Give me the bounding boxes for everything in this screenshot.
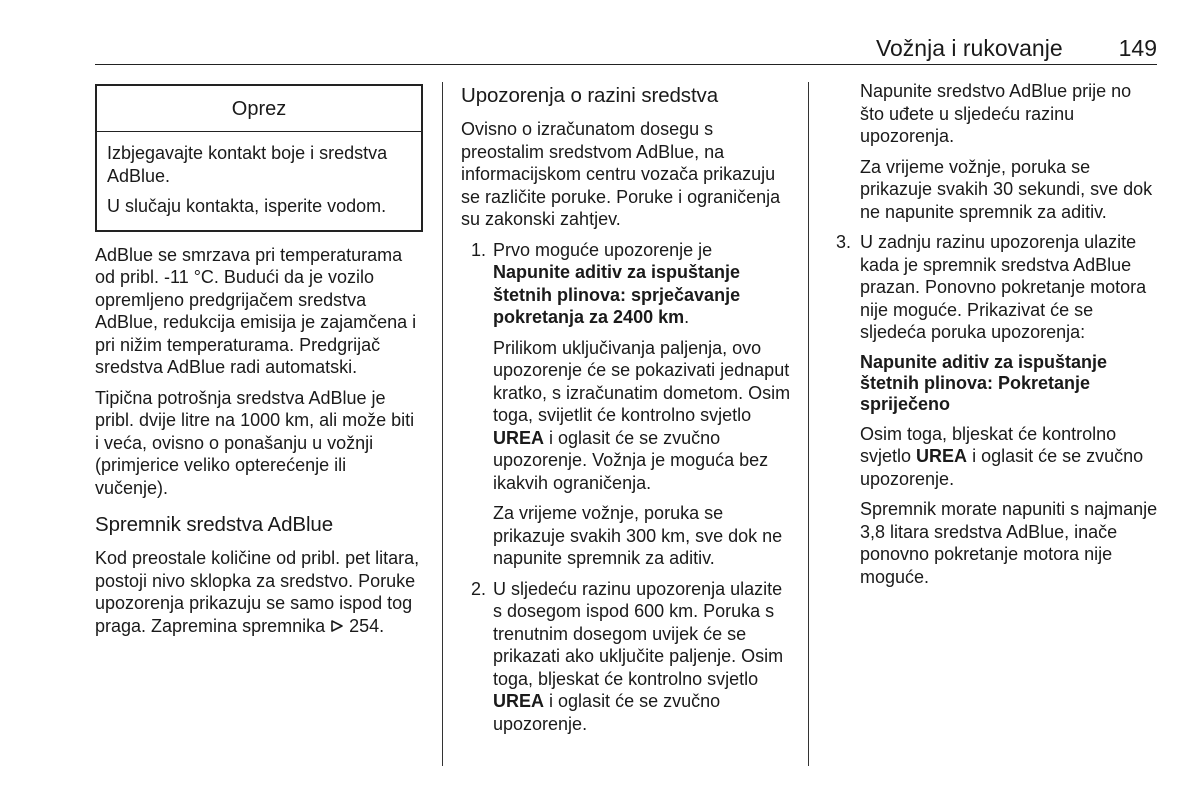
column-right (836, 80, 1160, 596)
caution-text: Izbjegavajte kontakt boje i sredstva AdBlue. (107, 143, 388, 186)
warning-message: Napunite aditiv za ispuštanje štetnih plinova: Pokretanje spriječeno (860, 351, 1108, 414)
paragraph (95, 547, 423, 637)
list-number: 1. (471, 239, 487, 260)
paragraph: AdBlue se smrzava pri temperaturama od pribl. -11 °C. Budući da je vozilo opremljeno predgrijačem sredstva AdBlue, redukcija emisija je zajamčena i pri nižim temperaturama. Predgrijač sredstva AdBlue radi automatski. (95, 244, 417, 377)
list-item (461, 239, 791, 570)
caution-box (95, 84, 423, 232)
paragraph (493, 239, 791, 329)
caution-text: U slučaju kontakta, isperite vodom. (107, 196, 387, 216)
header-title: Vožnja i rukovanje (875, 35, 1063, 61)
page-number: 149 (1118, 35, 1157, 61)
warning-message: Napunite aditiv za ispuštanje štetnih plinova: sprječavanje pokretanja za 2400 km (493, 262, 741, 327)
urea-indicator-label: UREA (493, 691, 545, 711)
paragraph-text: i oglasit će se zvučno upozorenje. (860, 446, 1144, 489)
section-heading: Spremnik sredstva AdBlue (95, 513, 334, 536)
paragraph (493, 578, 791, 736)
paragraph-text: Osim toga, bljeskat će kontrolno svjetlo (860, 423, 1117, 466)
paragraph: Napunite sredstvo AdBlue prije no što uđete u sljedeću razinu upozorenja. (860, 81, 1132, 146)
caution-title: Oprez (97, 86, 421, 132)
list-number: 2. (471, 578, 487, 599)
paragraph: Za vrijeme vožnje, poruka se prikazuje svakih 300 km, sve dok ne napunite spremnik za aditiv. (493, 503, 783, 568)
paragraph: Spremnik morate napuniti s najmanje 3,8 litara sredstva AdBlue, inače ponovno pokretanje motora nije moguće. (860, 499, 1158, 587)
list-item (461, 578, 791, 736)
paragraph-text: i oglasit će se zvučno upozorenje. Vožnja je moguća bez ikakvih ograničenja. (493, 427, 769, 493)
punctuation: . (684, 307, 690, 327)
paragraph (493, 337, 791, 495)
paragraph-text: i oglasit će se zvučno upozorenje. (493, 691, 721, 734)
paragraph: Za vrijeme vožnje, poruka se prikazuje svakih 30 sekundi, sve dok ne napunite spremnik za aditiv. (860, 156, 1153, 222)
column-left (95, 80, 423, 645)
urea-indicator-label: UREA (493, 427, 545, 448)
column-divider (442, 82, 443, 766)
page-reference[interactable]: 254. (349, 615, 385, 636)
paragraph (860, 423, 1160, 491)
paragraph: Ovisno o izračunatom dosegu s preostalim sredstvom AdBlue, na informacijskom centru vozača prikazuju se različite poruke. Poruke i ograničenja su zakonski zahtjev. (461, 119, 781, 229)
urea-indicator-label: UREA (916, 446, 968, 466)
paragraph: Tipična potrošnja sredstva AdBlue je pribl. dvije litre na 1000 km, ali može biti i veća, ovisno o ponašanju u vožnji (primjerice veliko opterećenje ili vučenje). (95, 387, 415, 498)
paragraph-text: Kod preostale količine od pribl. pet litara, postoji nivo sklopka za sredstvo. Poruke upozorenja prikazuju se samo ispod tog praga. Zapremina spremnika (95, 548, 420, 636)
paragraph-text: Prilikom uključivanja paljenja, ovo upozorenje će se pokazivati jednaput kratko, s izračunatim dometom. Osim toga, svijetlit će kontrolno svjetlo (493, 337, 791, 425)
caution-body (97, 132, 421, 230)
list-item (836, 231, 1160, 588)
paragraph: U zadnju razinu upozorenja ulazite kada je spremnik sredstva AdBlue prazan. Ponovno pokretanje motora nije moguće. Prikazivat će se sljedeća poruka upozorenja: (860, 232, 1147, 342)
section-heading: Upozorenja o razini sredstva (461, 84, 718, 107)
paragraph-text: U sljedeću razinu upozorenja ulazite s dosegom ispod 600 km. Poruka s trenutnim dosegom uvijek će se prikazati ako uključite paljenje. Osim toga, bljeskat će kontrolno svjetlo (493, 578, 784, 689)
column-middle (461, 80, 791, 743)
arrow-reference-icon (330, 616, 344, 636)
paragraph-text: Prvo moguće upozorenje je (493, 239, 713, 260)
list-number: 3. (836, 232, 852, 252)
page-header (95, 34, 1157, 65)
column-divider (808, 82, 809, 766)
